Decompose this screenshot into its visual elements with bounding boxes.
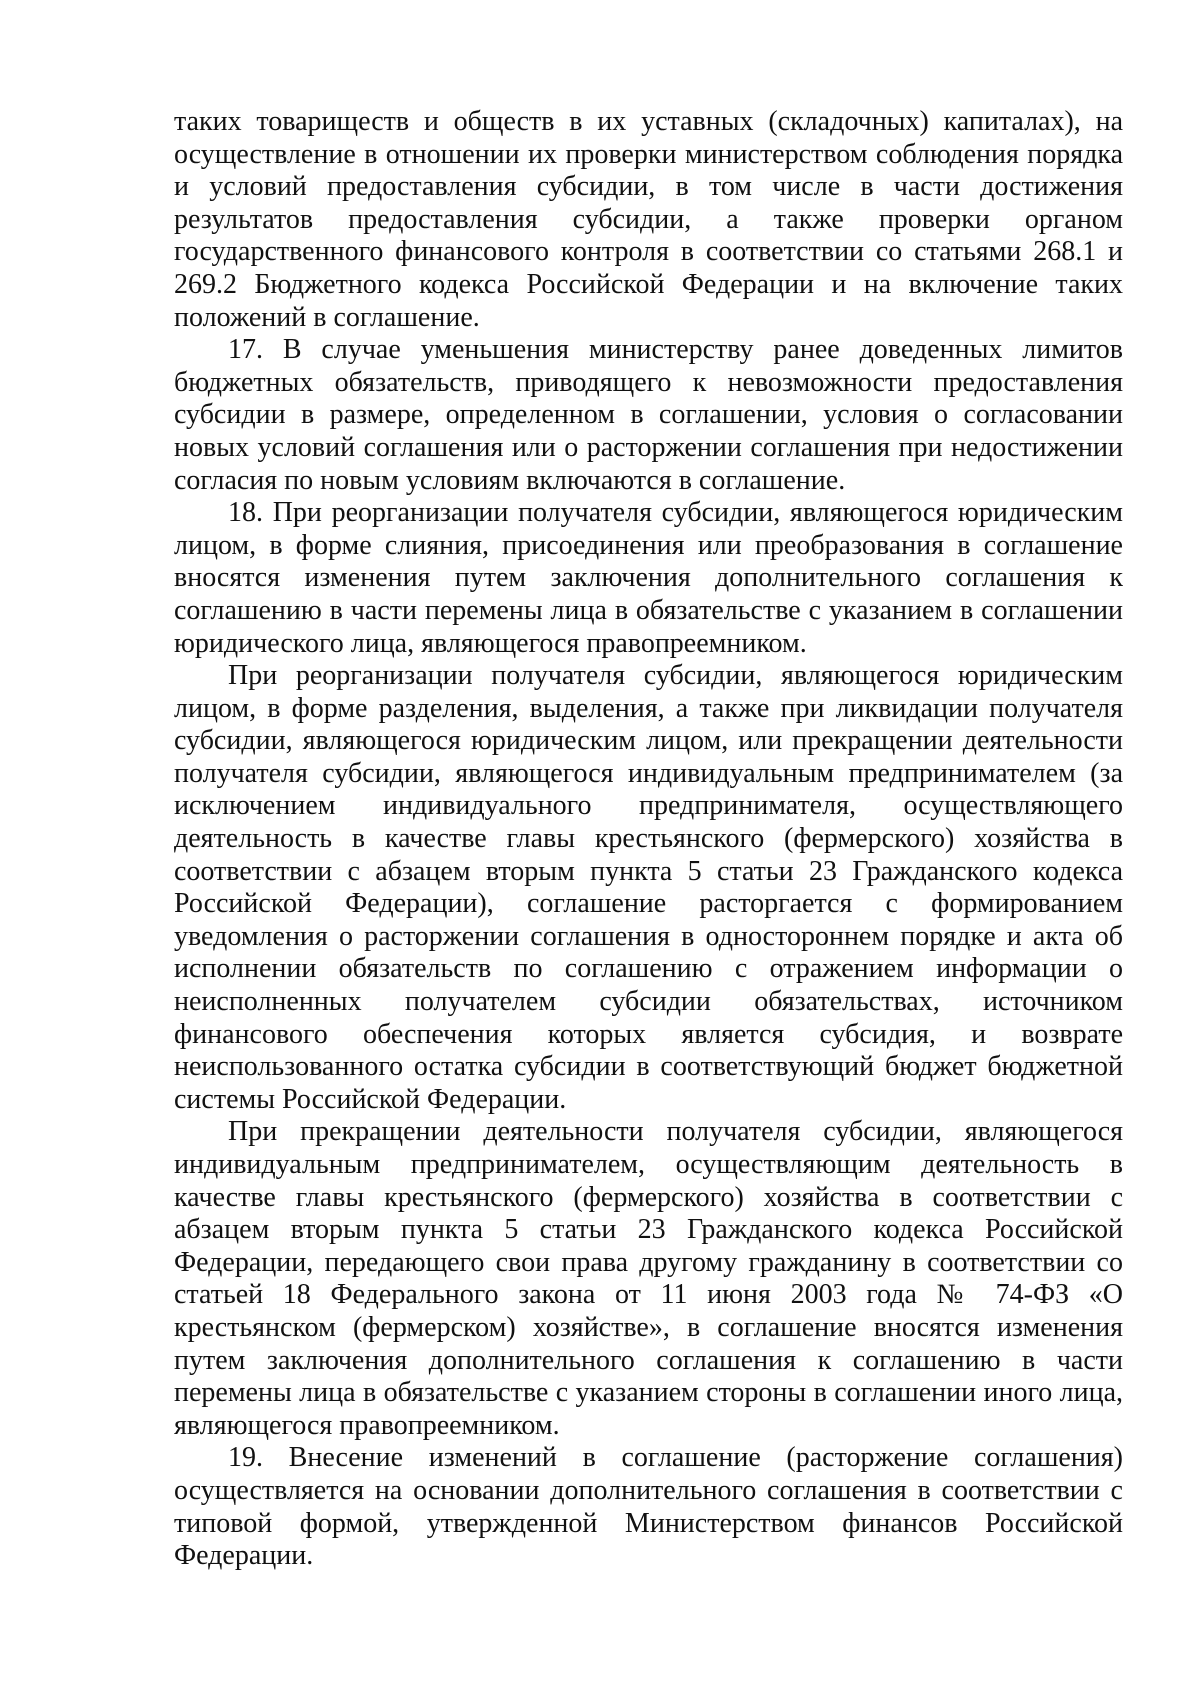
paragraph-continuation: таких товариществ и обществ в их уставных (складочных) капиталах), на осуществление в отношении их проверки министерством соблюдения порядка и условий предоставления субсидии, в том числе в части достижения результатов предоставления субсидии, а также проверки органом государственного финансового контроля в соответствии со статьями 268.1 и 269.2 Бюджетного кодекса Российской Федерации и на включение таких положений в соглашение. — [174, 106, 1123, 333]
paragraph-item-19: 19. Внесение изменений в соглашение (расторжение соглашения) осуществляется на основании дополнительного соглашения в соответствии с типовой формой, утвержденной Министерством финансов Российской Федерации. — [174, 1442, 1123, 1572]
paragraph-item-18: 18. При реорганизации получателя субсидии, являющегося юридическим лицом, в форме слияния, присоединения или преобразования в соглашение вносятся изменения путем заключения дополнительного соглашения к соглашению в части перемены лица в обязательстве с указанием в соглашении юридического лица, являющегося правопреемником. — [174, 497, 1123, 659]
document-page — [174, 106, 1123, 1573]
paragraph-item-18-termination: При прекращении деятельности получателя субсидии, являющегося индивидуальным предпринимателем, осуществляющим деятельность в качестве главы крестьянского (фермерского) хозяйства в соответствии с абзацем вторым пункта 5 статьи 23 Гражданского кодекса Российской Федерации, передающего свои права другому гражданину в соответствии со статьей 18 Федерального закона от 11 июня 2003 года № 74-ФЗ «О крестьянском (фермерском) хозяйстве», в соглашение вносятся изменения путем заключения дополнительного соглашения к соглашению в части перемены лица в обязательстве с указанием стороны в соглашении иного лица, являющегося правопреемником. — [174, 1116, 1123, 1441]
paragraph-item-18-reorganization: При реорганизации получателя субсидии, являющегося юридическим лицом, в форме разделения, выделения, а также при ликвидации получателя субсидии, являющегося юридическим лицом, или прекращении деятельности получателя субсидии, являющегося индивидуальным предпринимателем (за исключением индивидуального предпринимателя, осуществляющего деятельность в качестве главы крестьянского (фермерского) хозяйства в соответствии с абзацем вторым пункта 5 статьи 23 Гражданского кодекса Российской Федерации), соглашение расторгается с формированием уведомления о расторжении соглашения в одностороннем порядке и акта об исполнении обязательств по соглашению с отражением информации о неисполненных получателем субсидии обязательствах, источником финансового обеспечения которых является субсидия, и возврате неиспользованного остатка субсидии в соответствующий бюджет бюджетной системы Российской Федерации. — [174, 660, 1123, 1115]
paragraph-item-17: 17. В случае уменьшения министерству ранее доведенных лимитов бюджетных обязательств, приводящего к невозможности предоставления субсидии в размере, определенном в соглашении, условия о согласовании новых условий соглашения или о расторжении соглашения при недостижении согласия по новым условиям включаются в соглашение. — [174, 334, 1123, 496]
